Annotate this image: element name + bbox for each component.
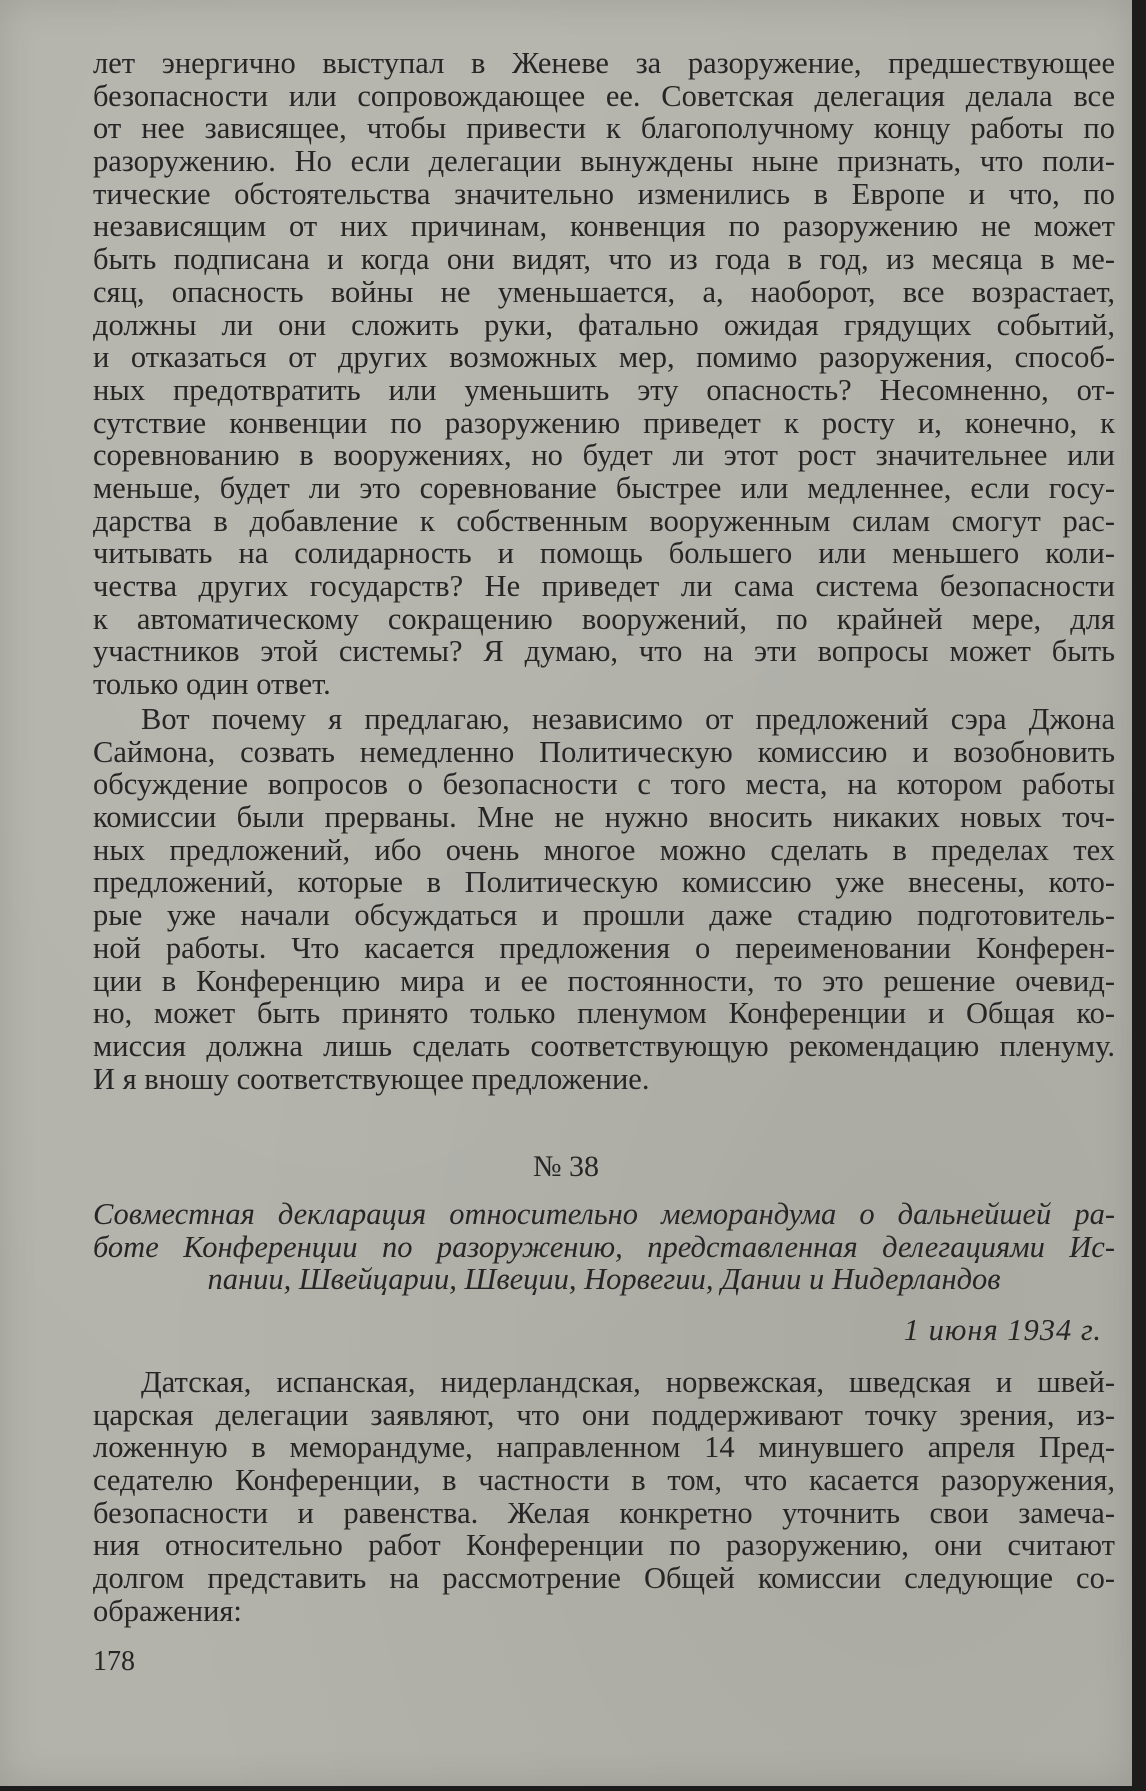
title-line: Совместная декларация относительно меморандума о дальнейшей ра- <box>93 1197 1115 1231</box>
text-line: должны ли они сложить руки, фатально ожидая грядущих событий, <box>93 307 1115 342</box>
text-line: ной работы. Что касается предложения о переименовании Конферен- <box>93 930 1115 965</box>
paragraph-1 <box>93 47 1115 701</box>
text-line: Вот почему я предлагаю, независимо от предложений сэра Джона <box>141 702 1115 736</box>
text-line: тические обстоятельства значительно изменились в Европе и что, по <box>93 176 1115 211</box>
page-number: 178 <box>93 1646 135 1677</box>
text-line: разоружению. Но если делегации вынуждены ныне признать, что поли- <box>93 144 1115 179</box>
text-line: сяц, опасность войны не уменьшается, а, наоборот, все возрастает, <box>93 274 1115 309</box>
text-line: И я вношу соответствующее предложение. <box>93 1061 650 1096</box>
text-line: ных предотвратить или уменьшить эту опасность? Несомненно, от- <box>93 372 1115 407</box>
text-line: чества других государств? Не приведет ли сама система безопасности <box>93 569 1115 603</box>
text-line: Саймона, созвать немедленно Политическую комиссию и возобновить <box>93 734 1115 769</box>
text-line: и отказаться от других возможных мер, помимо разоружения, способ- <box>93 340 1115 375</box>
paragraph-3 <box>93 1366 1115 1628</box>
text-line: седателю Конференции, в частности в том, что касается разоружения, <box>93 1463 1115 1498</box>
text-line: меньше, будет ли это соревнование быстрее или медленнее, если госу- <box>93 470 1115 505</box>
text-line: к автоматическому сокращению вооружений, по крайней мере, для <box>93 601 1115 636</box>
text-line: быть подписана и когда они видят, что из года в год, из месяца в ме- <box>93 242 1115 277</box>
text-line: соревнованию в вооружениях, но будет ли этот рост значительнее или <box>93 438 1115 473</box>
document-date: 1 июня 1934 г. <box>903 1313 1102 1347</box>
text-line: комиссии были прерваны. Мне не нужно вносить никаких новых точ- <box>93 800 1115 835</box>
text-line: Датская, испанская, нидерландская, норвежская, шведская и швей- <box>141 1365 1115 1399</box>
text-line: но, может быть принято только пленумом Конференции и Общая ко- <box>93 996 1115 1031</box>
text-line: предложений, которые в Политическую комиссию уже внесены, кото- <box>93 865 1115 900</box>
paragraph-2 <box>93 703 1115 1095</box>
text-line: безопасности или сопровождающее ее. Советская делегация делала все <box>93 78 1115 113</box>
text-line: независящим от них причинам, конвенция по разоружению не может <box>93 209 1115 244</box>
text-line: царская делегации заявляют, что они поддерживают точку зрения, из- <box>93 1397 1115 1432</box>
text-line: миссия должна лишь сделать соответствующую рекомендацию пленуму. <box>93 1028 1115 1063</box>
text-line: долгом представить на рассмотрение Общей комиссии следующие со- <box>93 1561 1115 1596</box>
text-line: ных предложений, ибо очень многое можно сделать в пределах тех <box>93 832 1115 867</box>
text-line: от нее зависящее, чтобы привести к благополучному концу работы по <box>93 111 1115 146</box>
text-line: ния относительно работ Конференции по разоружению, они считают <box>93 1528 1115 1563</box>
text-line: участников этой системы? Я думаю, что на эти вопросы может быть <box>93 634 1115 669</box>
text-line: ложенную в меморандуме, направленном 14 минувшего апреля Пред- <box>93 1430 1115 1465</box>
text-line: обсуждение вопросов о безопасности с того места, на котором работы <box>93 767 1115 802</box>
text-line: рые уже начали обсуждаться и прошли даже стадию подготовитель- <box>93 898 1115 933</box>
text-line: лет энергично выступал в Женеве за разоружение, предшествующее <box>93 46 1115 80</box>
text-line: ображения: <box>93 1593 242 1628</box>
text-line: только один ответ. <box>93 667 331 702</box>
title-line: боте Конференции по разоружению, представленная делегациями Ис- <box>93 1229 1115 1264</box>
text-line: безопасности и равенства. Желая конкретно уточнить свои замеча- <box>93 1495 1115 1530</box>
title-line: пании, Швейцарии, Швеции, Норвегии, Дании и Нидерландов <box>207 1262 1001 1296</box>
document-number: № 38 <box>532 1150 600 1183</box>
text-line: сутствие конвенции по разоружению приведет к росту и, конечно, к <box>93 405 1115 440</box>
text-line: читывать на солидарность и помощь большего или меньшего коли- <box>93 536 1115 571</box>
text-line: ции в Конференцию мира и ее постоянности, то это решение очевид- <box>93 963 1115 998</box>
document-title <box>93 1198 1115 1296</box>
text-line: дарства в добавление к собственным вооруженным силам смогут рас- <box>93 503 1115 538</box>
